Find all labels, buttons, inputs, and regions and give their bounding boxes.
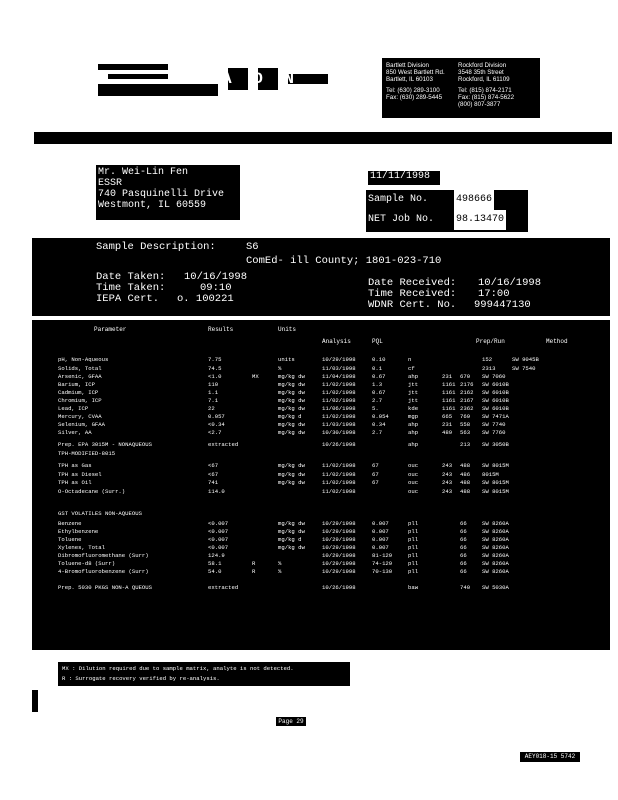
cell-analyst: jtt [408, 389, 419, 396]
cell-pql: 0.054 [372, 413, 389, 420]
cell-run2: 2313 [482, 365, 496, 372]
cell-analyst: baw [408, 584, 419, 591]
cell-pql: 0.007 [372, 536, 389, 543]
cell-run: 740 [460, 584, 471, 591]
cell-units: % [278, 568, 282, 575]
cell-run2: SW 6010B [482, 389, 509, 396]
cell-run2: 8015M [482, 471, 499, 478]
cell-analysis-date: 11/02/1998 [322, 479, 356, 486]
footnote: R : Surrogate recovery verified by re-analysis. [62, 675, 220, 682]
cell-run: 213 [460, 441, 471, 448]
table-row [32, 429, 610, 437]
cell-analysis-date: 11/02/1998 [322, 389, 356, 396]
job-no-label: NET Job No. [368, 214, 435, 225]
cell-parameter: Barium, ICP [58, 381, 95, 388]
cell-result: <0.007 [208, 528, 229, 535]
cell-run: 769 [460, 413, 471, 420]
cell-run2: SW 8015M [482, 479, 509, 486]
cell-analyst: mgp [408, 413, 419, 420]
cell-pql: 5. [372, 405, 379, 412]
table-row [32, 462, 610, 470]
cell-parameter: GST VOLATILES NON-AQUEOUS [58, 510, 142, 517]
bartlett-division [386, 62, 445, 101]
cell-parameter: Toluene [58, 536, 82, 543]
company-logo [98, 60, 336, 110]
table-row [32, 568, 610, 576]
header-units: Units [278, 326, 297, 333]
cell-result: 58.1 [208, 560, 222, 567]
cell-units: mg/kg dw [278, 381, 305, 388]
cell-result: 74.5 [208, 365, 222, 372]
table-row [32, 356, 610, 364]
logo-text: A O N [222, 70, 301, 88]
cell-analysis-date: 11/02/1998 [322, 413, 356, 420]
footnote: MX : Dilution required due to sample matrix, analyte is not detected. [62, 665, 294, 672]
cell-prep: 243 [442, 488, 453, 495]
table-row [32, 488, 610, 496]
cell-prep: 1161 [442, 397, 456, 404]
cell-parameter: Cadmium, ICP [58, 389, 99, 396]
cell-prep: 243 [442, 471, 453, 478]
cell-run2: SW 6010B [482, 405, 509, 412]
sample-no-label: Sample No. [368, 194, 429, 205]
cell-run: 558 [460, 421, 471, 428]
header-parameter: Parameter [94, 326, 127, 333]
cell-pql: 0.10 [372, 356, 386, 363]
cell-run: 66 [460, 552, 467, 559]
cell-analysis-date: 10/30/1998 [322, 429, 356, 436]
cell-run: 2176 [460, 381, 474, 388]
cell-result: 54.0 [208, 568, 222, 575]
cell-result: <67 [208, 471, 219, 478]
cell-run2: SW 7060 [482, 373, 506, 380]
cell-run: 2362 [460, 405, 474, 412]
cell-analyst: ahp [408, 421, 419, 428]
bartlett-line: Bartlett Division [386, 62, 429, 69]
cell-run: 563 [460, 429, 471, 436]
table-row [32, 441, 610, 449]
sample-info [32, 238, 610, 316]
cell-result: <2.7 [208, 429, 222, 436]
cell-prep: 1161 [442, 389, 456, 396]
cell-result: <0.007 [208, 536, 229, 543]
cell-run: 66 [460, 528, 467, 535]
table-row [32, 450, 610, 458]
cell-pql: 0.007 [372, 520, 389, 527]
table-row [32, 365, 610, 373]
cell-parameter: Solids, Total [58, 365, 102, 372]
cell-analysis-date: 10/29/1998 [322, 528, 356, 535]
cell-analysis-date: 10/29/1998 [322, 520, 356, 527]
rockford-line: 3548 35th Street [458, 69, 504, 76]
cell-parameter: pH, Non-Aqueous [58, 356, 109, 363]
header-prep-run: Prep/Run [476, 338, 505, 345]
report-date: 11/11/1998 [368, 171, 440, 185]
cell-analysis-date: 10/29/1998 [322, 568, 356, 575]
wdnr-label: WDNR Cert. No. [368, 299, 457, 311]
cell-run2: SW 7471A [482, 413, 509, 420]
cell-units: mg/kg dw [278, 471, 305, 478]
cell-analysis-date: 11/03/1998 [322, 421, 356, 428]
cell-run2: SW 8260A [482, 536, 509, 543]
cell-units: mg/kg d [278, 413, 302, 420]
cell-analysis-date: 10/29/1998 [322, 544, 356, 551]
cell-analyst: cf [408, 365, 415, 372]
cell-parameter: Benzene [58, 520, 82, 527]
cell-analyst: n [408, 356, 412, 363]
cell-pql: 67 [372, 471, 379, 478]
cell-run: 66 [460, 560, 467, 567]
cell-pql: 0.1 [372, 365, 383, 372]
cell-run: 486 [460, 471, 471, 478]
cell-prep: 243 [442, 462, 453, 469]
cell-run: 488 [460, 479, 471, 486]
table-row [32, 397, 610, 405]
header-pql: PQL [372, 338, 383, 345]
cell-pql: 67 [372, 479, 379, 486]
cell-analyst: ouc [408, 471, 419, 478]
cell-analysis-date: 10/29/1998 [322, 552, 356, 559]
cell-analyst: ahp [408, 429, 419, 436]
cell-units: mg/kg dw [278, 421, 305, 428]
cell-pql: 2.7 [372, 397, 383, 404]
table-row [32, 528, 610, 536]
rockford-line: Fax: (815) 874-5622 [458, 94, 515, 101]
cell-prep: 231 [442, 421, 453, 428]
cell-analysis-date: 10/29/1998 [322, 560, 356, 567]
cell-run: 66 [460, 520, 467, 527]
cell-result: <0.007 [208, 520, 229, 527]
cell-pql: 70-130 [372, 568, 393, 575]
cell-prep: 231 [442, 373, 453, 380]
cell-run2: SW 8260A [482, 568, 509, 575]
table-row [32, 560, 610, 568]
cell-units: mg/kg d [278, 536, 302, 543]
cell-units: mg/kg dw [278, 479, 305, 486]
cell-run2: SW 8260A [482, 560, 509, 567]
table-row [32, 510, 610, 518]
rockford-line: (800) 807-3877 [458, 101, 501, 108]
cell-run2: SW 3050B [482, 441, 509, 448]
cell-parameter: TPH as Diesel [58, 471, 102, 478]
cell-pql: 0.007 [372, 528, 389, 535]
cell-units: mg/kg dw [278, 462, 305, 469]
cell-pql: 74-129 [372, 560, 393, 567]
cell-units: mg/kg dw [278, 528, 305, 535]
cell-result: <67 [208, 462, 219, 469]
cell-parameter: Ethylbenzene [58, 528, 99, 535]
date-taken-value: 10/16/1998 [184, 271, 248, 283]
rockford-line: Tel: (815) 874-2171 [458, 87, 512, 94]
cell-units: mg/kg dw [278, 520, 305, 527]
cell-qualifier: MX [252, 373, 259, 380]
cell-result: 114.0 [208, 488, 225, 495]
cell-parameter: Silver, AA [58, 429, 92, 436]
cell-analyst: jtt [408, 397, 419, 404]
cell-analyst: pll [408, 520, 419, 527]
division-addresses [382, 58, 540, 118]
cell-analysis-date: 11/04/1998 [322, 373, 356, 380]
cell-analysis-date: 11/02/1998 [322, 462, 356, 469]
cell-analyst: ouc [408, 488, 419, 495]
page-number: Page 29 [276, 717, 306, 726]
cell-run: 66 [460, 568, 467, 575]
table-row [32, 471, 610, 479]
cell-parameter: Chromium, ICP [58, 397, 102, 404]
table-header [32, 326, 610, 345]
table-row [32, 536, 610, 544]
cell-prep: 243 [442, 479, 453, 486]
table-row [32, 520, 610, 528]
cell-analyst: pll [408, 552, 419, 559]
wdnr-value: 999447130 [474, 299, 531, 311]
client-line: 740 Pasquinelli Drive [98, 189, 225, 200]
cell-method: SW 7540 [512, 365, 536, 372]
cell-qualifier: R [252, 560, 256, 567]
bartlett-line: Bartlett, IL 60103 [386, 76, 433, 83]
bartlett-line: Fax: (630) 289-5445 [386, 94, 443, 101]
table-row [32, 373, 610, 381]
cell-prep: 665 [442, 413, 453, 420]
cell-run: 488 [460, 462, 471, 469]
cell-analysis-date: 11/02/1998 [322, 471, 356, 478]
time-taken-label: Time Taken: [96, 282, 166, 294]
cell-result: extracted [208, 584, 239, 591]
cell-analyst: jtt [408, 381, 419, 388]
bartlett-line: Tel: (630) 289-3100 [386, 87, 440, 94]
cell-analysis-date: 10/26/1998 [322, 441, 356, 448]
cell-analysis-date: 11/02/1998 [322, 488, 356, 495]
cell-result: 741 [208, 479, 219, 486]
cell-run: 66 [460, 536, 467, 543]
cell-parameter: Toluene-d8 (Surr) [58, 560, 116, 567]
cell-pql: 1.3 [372, 381, 383, 388]
cell-parameter: O-Octadecane (Surr.) [58, 488, 126, 495]
table-row [32, 381, 610, 389]
cell-run2: 152 [482, 356, 493, 363]
cell-units: mg/kg dw [278, 397, 305, 404]
cell-analysis-date: 10/26/1998 [322, 584, 356, 591]
cell-units: mg/kg dw [278, 405, 305, 412]
cell-run: 488 [460, 488, 471, 495]
cell-result: <0.34 [208, 421, 225, 428]
cell-analyst: ouc [408, 462, 419, 469]
cell-result: 1.1 [208, 389, 219, 396]
cell-parameter: TPH-MODIFIED-8015 [58, 450, 116, 457]
cell-prep: 1161 [442, 381, 456, 388]
cell-analyst: pll [408, 544, 419, 551]
cell-result: <1.0 [208, 373, 222, 380]
cell-analysis-date: 11/06/1998 [322, 405, 356, 412]
time-taken-value: 09:10 [200, 282, 232, 294]
cell-run2: SW 8015M [482, 462, 509, 469]
iepa-value: o. 100221 [177, 293, 234, 305]
cell-analyst: ahp [408, 441, 419, 448]
client-line: ESSR [98, 178, 123, 189]
cell-analyst: ouc [408, 479, 419, 486]
cell-analyst: kde [408, 405, 419, 412]
cell-run: 2162 [460, 389, 474, 396]
cell-run2: SW 6010B [482, 381, 509, 388]
bartlett-line: 850 West Bartlett Rd. [386, 69, 445, 76]
cell-pql: 0.007 [372, 544, 389, 551]
cell-analysis-date: 11/02/1998 [322, 397, 356, 404]
table-row [32, 544, 610, 552]
cell-parameter: Arsenic, GFAA [58, 373, 102, 380]
cell-parameter: Prep. EPA 3015M - NONAQUEOUS [58, 441, 152, 448]
cell-units: % [278, 365, 282, 372]
cell-run2: SW 7740 [482, 421, 506, 428]
cell-analysis-date: 11/03/1998 [322, 365, 356, 372]
time-received-label: Time Received: [368, 288, 457, 300]
cell-parameter: TPH as Oil [58, 479, 92, 486]
date-taken-label: Date Taken: [96, 271, 166, 283]
sample-number-row [368, 190, 528, 210]
table-row [32, 421, 610, 429]
cell-result: 0.057 [208, 413, 225, 420]
cell-units: % [278, 560, 282, 567]
table-row [32, 552, 610, 560]
cell-pql: 0.34 [372, 421, 386, 428]
document-id: AEY018-15 5742 [520, 752, 580, 762]
cell-analyst: pll [408, 560, 419, 567]
cell-run2: SW 8260A [482, 528, 509, 535]
cell-pql: 2.7 [372, 429, 383, 436]
rockford-line: Rockford, IL 61109 [458, 76, 510, 83]
cell-parameter: Lead, ICP [58, 405, 89, 412]
cell-pql: 0.67 [372, 373, 386, 380]
cell-result: 110 [208, 381, 219, 388]
cell-result: 7.75 [208, 356, 222, 363]
cell-units: units [278, 356, 295, 363]
cell-result: 124.9 [208, 552, 225, 559]
sample-no-value: 498666 [454, 190, 494, 210]
cell-parameter: Prep. 5030 PKGS NON-A QUEOUS [58, 584, 152, 591]
cell-parameter: Dibromofluoromethane (Surr) [58, 552, 149, 559]
cell-pql: 81-129 [372, 552, 393, 559]
cell-run2: SW 8015M [482, 488, 509, 495]
header-results: Results [208, 326, 234, 333]
job-number-row [368, 210, 528, 230]
client-address [96, 165, 240, 220]
client-line: Mr. Wei-Lin Fen [98, 167, 189, 178]
cell-analysis-date: 11/02/1998 [322, 381, 356, 388]
cell-analysis-date: 10/29/1998 [322, 536, 356, 543]
cell-pql: 67 [372, 462, 379, 469]
date-received-value: 10/16/1998 [478, 277, 542, 289]
cell-result: 22 [208, 405, 215, 412]
cell-run2: SW 7760 [482, 429, 506, 436]
table-row [32, 413, 610, 421]
cell-analyst: ahp [408, 373, 419, 380]
cell-analyst: pll [408, 568, 419, 575]
cell-prep: 1161 [442, 405, 456, 412]
cell-run2: SW 8260A [482, 520, 509, 527]
cell-pql: 0.67 [372, 389, 386, 396]
cell-run: 670 [460, 373, 471, 380]
header-analysis: Analysis [322, 338, 351, 345]
cell-run2: SW 5030A [482, 584, 509, 591]
cell-qualifier: R [252, 568, 256, 575]
table-row [32, 405, 610, 413]
cell-run2: SW 8260A [482, 552, 509, 559]
site-value: ComEd- ill County; 1801-023-710 [246, 255, 442, 267]
cell-run: 66 [460, 544, 467, 551]
rockford-division [458, 62, 514, 108]
table-row [32, 584, 610, 592]
sample-job-box [366, 190, 528, 232]
cell-parameter: 4-Bromofluorobenzene (Surr) [58, 568, 149, 575]
margin-mark [32, 690, 38, 712]
cell-parameter: Mercury, CVAA [58, 413, 102, 420]
cell-units: mg/kg dw [278, 389, 305, 396]
footnotes [58, 662, 350, 686]
cell-parameter: Selenium, GFAA [58, 421, 105, 428]
cell-result: 7.1 [208, 397, 219, 404]
job-no-value: 98.13470 [454, 210, 506, 230]
iepa-label: IEPA Cert. [96, 293, 160, 305]
table-row [32, 389, 610, 397]
cell-run2: SW 8260A [482, 544, 509, 551]
cell-analysis-date: 10/29/1998 [322, 356, 356, 363]
cell-parameter: TPH as Gas [58, 462, 92, 469]
header-divider [34, 132, 612, 144]
cell-analyst: pll [408, 528, 419, 535]
cell-units: mg/kg dw [278, 429, 305, 436]
cell-result: <0.007 [208, 544, 229, 551]
date-received-label: Date Received: [368, 277, 457, 289]
cell-method: SW 9045B [512, 356, 539, 363]
cell-run2: SW 6010B [482, 397, 509, 404]
cell-result: extracted [208, 441, 239, 448]
cell-units: mg/kg dw [278, 544, 305, 551]
cell-units: mg/kg dw [278, 373, 305, 380]
header-method: Method [546, 338, 568, 345]
cell-run: 2167 [460, 397, 474, 404]
rockford-line: Rockford Division [458, 62, 507, 69]
client-line: Westmont, IL 60559 [98, 200, 207, 211]
cell-parameter: Xylenes, Total [58, 544, 105, 551]
table-row [32, 479, 610, 487]
description-label: Sample Description: [96, 241, 216, 253]
description-value: S6 [246, 241, 259, 253]
cell-prep: 489 [442, 429, 453, 436]
time-received-value: 17:00 [478, 288, 510, 300]
cell-analyst: pll [408, 536, 419, 543]
results-table [32, 320, 610, 650]
